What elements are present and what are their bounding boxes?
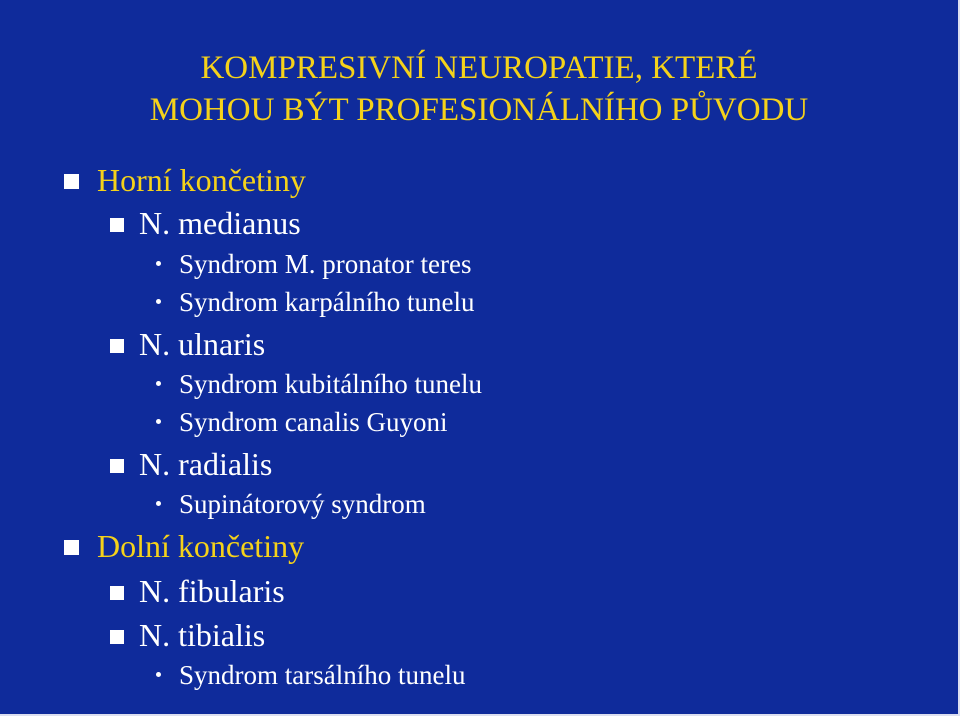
bullet-syndrom-tarsalniho-tunelu: [156, 657, 465, 693]
bullet-text: N. fibularis: [139, 573, 285, 609]
bullet-n-ulnaris: [110, 324, 265, 364]
bullet-text: Syndrom M. pronator teres: [179, 249, 472, 279]
square-bullet-icon: [110, 586, 124, 600]
dot-bullet-icon: [156, 419, 161, 424]
dot-bullet-icon: [156, 672, 161, 677]
slide-title-line-2: MOHOU BÝT PROFESIONÁLNÍHO PŮVODU: [149, 92, 809, 128]
bullet-text: Syndrom karpálního tunelu: [179, 287, 475, 317]
square-bullet-icon: [64, 174, 79, 189]
bullet-text: N. ulnaris: [139, 326, 266, 362]
bullet-lower-limbs: [64, 526, 304, 566]
bullet-syndrom-kubitalniho-tunelu: [156, 366, 482, 402]
bullet-text: Horní končetiny: [97, 162, 306, 198]
bullet-syndrom-canalis-guyoni: [156, 404, 447, 440]
bullet-text: N. medianus: [139, 205, 301, 241]
bullet-upper-limbs: [64, 160, 306, 200]
bullet-text: Syndrom tarsálního tunelu: [179, 660, 466, 690]
dot-bullet-icon: [156, 501, 161, 506]
dot-bullet-icon: [156, 381, 161, 386]
bullet-text: Syndrom kubitálního tunelu: [179, 369, 482, 399]
bullet-syndrom-karpalniho-tunelu: [156, 284, 474, 320]
square-bullet-icon: [110, 218, 124, 232]
square-bullet-icon: [110, 459, 124, 473]
bullet-n-tibialis: [110, 615, 265, 655]
bullet-n-fibularis: [110, 571, 285, 611]
bullet-text: N. tibialis: [139, 617, 266, 653]
bullet-text: Syndrom canalis Guyoni: [179, 407, 448, 437]
bullet-syndrom-pronator-teres: [156, 246, 471, 282]
bullet-text: N. radialis: [139, 446, 273, 482]
square-bullet-icon: [64, 540, 79, 555]
bullet-text: Supinátorový syndrom: [179, 489, 426, 519]
dot-bullet-icon: [156, 261, 161, 266]
slide-title-line-1: KOMPRESIVNÍ NEUROPATIE, KTERÉ: [200, 50, 758, 86]
square-bullet-icon: [110, 339, 124, 353]
bullet-supinatorovy-syndrom: [156, 486, 426, 522]
bullet-n-medianus: [110, 203, 301, 243]
dot-bullet-icon: [156, 299, 161, 304]
square-bullet-icon: [110, 630, 124, 644]
bullet-text: Dolní končetiny: [97, 528, 305, 564]
bullet-n-radialis: [110, 444, 272, 484]
